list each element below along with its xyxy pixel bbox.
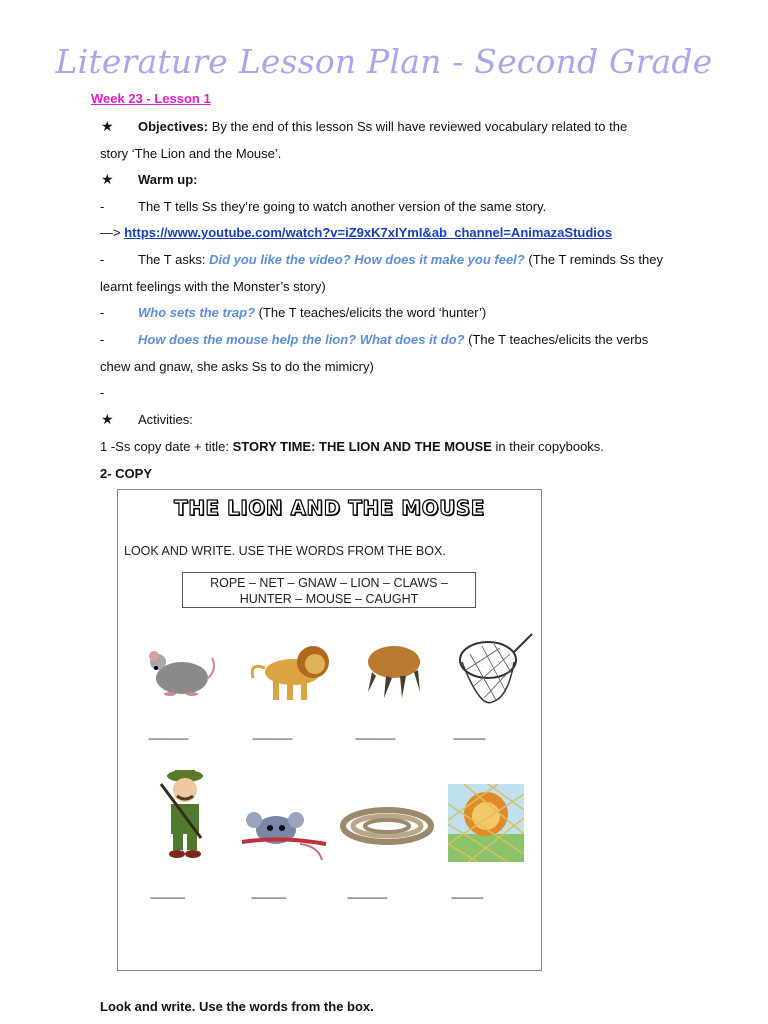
star-bullet-icon: ★: [101, 118, 114, 134]
warmup-item-1: The T tells Ss they’re going to watch another version of the same story.: [138, 199, 547, 214]
question-mouse: How does the mouse help the lion? What does it do?: [138, 332, 465, 347]
objectives-line-2: story ‘The Lion and the Mouse’.: [100, 146, 282, 161]
question-video: Did you like the video? How does it make you feel?: [209, 252, 525, 267]
net-picture: [456, 630, 534, 708]
answer-blank: ---------------: [252, 733, 292, 745]
word-box: [182, 572, 476, 608]
activities-label: Activities:: [138, 412, 193, 427]
worksheet-image: [117, 489, 542, 971]
dash-bullet: -: [100, 252, 105, 267]
mouse-line-2: chew and gnaw, she asks Ss to do the mimicry): [100, 359, 374, 374]
dash-bullet: -: [100, 385, 105, 400]
worksheet-instruction: LOOK AND WRITE. USE THE WORDS FROM THE BOX.: [124, 544, 446, 558]
objectives-text: By the end of this lesson Ss will have reviewed vocabulary related to the: [208, 119, 628, 134]
rope-picture: [340, 800, 434, 850]
mouse-gnawing-picture: [240, 806, 330, 864]
dash-bullet: -: [100, 332, 105, 347]
answer-blank: -------------: [251, 892, 286, 904]
objectives-label: Objectives:: [138, 119, 209, 134]
activity-2: 2- COPY: [100, 466, 153, 481]
star-bullet-icon: ★: [101, 411, 114, 427]
lion-caught-picture: [448, 784, 524, 862]
lion-picture: [243, 638, 333, 704]
story-title-bold: STORY TIME: THE LION AND THE MOUSE: [232, 439, 492, 454]
bottom-instruction: Look and write. Use the words from the box.: [100, 999, 374, 1014]
trap-line: Who sets the trap? (The T teaches/elicits the word ‘hunter’): [138, 305, 487, 320]
activity-1: 1 -Ss copy date + title: STORY TIME: THE LION AND THE MOUSE in their copybooks.: [100, 439, 604, 454]
answer-blank: ---------------: [355, 733, 395, 745]
answer-blank: ------------: [451, 892, 483, 904]
week-lesson-heading: Week 23 - Lesson 1: [91, 91, 211, 106]
objectives-line: [138, 119, 627, 134]
asks-line-2: learnt feelings with the Monster’s story): [100, 279, 326, 294]
dash-bullet: -: [100, 305, 105, 320]
answer-blank: ---------------: [347, 892, 387, 904]
word-box-line-1: ROPE – NET – GNAW – LION – CLAWS –: [210, 576, 448, 590]
hunter-picture: [153, 766, 219, 860]
word-box-line-2: HUNTER – MOUSE – CAUGHT: [239, 592, 419, 606]
answer-blank: ---------------: [148, 733, 188, 745]
mouse-line: How does the mouse help the lion? What does it do? (The T teaches/elicits the verbs: [138, 332, 649, 347]
page-title: Literature Lesson Plan - Second Grade: [55, 42, 713, 81]
youtube-link[interactable]: https://www.youtube.com/watch?v=iZ9xK7xIYmI&ab_channel=AnimazaStudios: [124, 225, 613, 240]
claws-picture: [356, 640, 436, 702]
asks-line: The T asks: Did you like the video? How does it make you feel? (The T reminds Ss they: [138, 252, 663, 267]
answer-blank: ------------: [453, 733, 485, 745]
warmup-label: Warm up:: [138, 172, 198, 187]
dash-bullet: -: [100, 199, 105, 214]
question-trap: Who sets the trap?: [138, 305, 256, 320]
mouse-picture: [140, 640, 218, 704]
worksheet-title: THE LION AND THE MOUSE: [174, 496, 485, 520]
star-bullet-icon: ★: [101, 171, 114, 187]
arrow-text: —>: [100, 225, 125, 240]
answer-blank: -------------: [150, 892, 185, 904]
video-link-line: [100, 225, 612, 240]
